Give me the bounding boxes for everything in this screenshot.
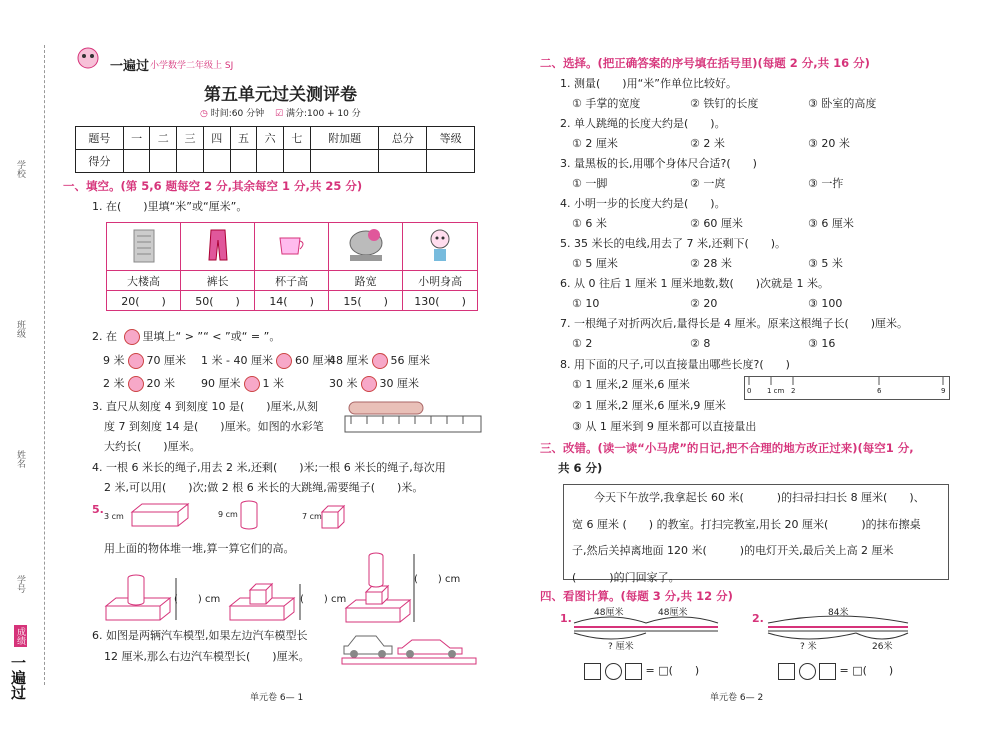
score-cell[interactable] <box>230 150 257 173</box>
cut-line <box>44 45 45 685</box>
compare-item <box>201 351 334 371</box>
p2-label-a: 84米 <box>828 608 849 618</box>
block-label-1: 3 cm <box>104 512 124 521</box>
score-cell[interactable] <box>177 150 204 173</box>
p2-diagram <box>766 605 916 655</box>
choice-option[interactable]: ② 铁钉的长度 <box>690 97 759 110</box>
time-info <box>200 106 264 119</box>
choice-option[interactable]: ① 5 厘米 <box>572 257 618 270</box>
section2-title <box>540 55 870 71</box>
operand-box[interactable] <box>778 663 795 680</box>
unit-item-name: 大楼高 <box>107 271 181 291</box>
compare-circle[interactable] <box>372 353 388 369</box>
score-cell[interactable] <box>379 150 427 173</box>
choice-option[interactable]: ① 2 <box>572 337 593 350</box>
choice-option[interactable]: ② 20 <box>690 297 718 310</box>
unit-item-blank[interactable]: 130( ) <box>403 291 478 311</box>
compare-item <box>201 374 284 394</box>
diary-line1: 今天下午放学,我拿起长 60 米( )的扫帚扫扫长 8 厘米( )、 <box>594 491 925 504</box>
score-header-cell: 四 <box>203 127 230 150</box>
header-subtitle: 小学数学二年级上 SJ <box>150 61 234 71</box>
score-row-label: 得分 <box>76 150 124 173</box>
choice-option[interactable]: ① 10 <box>572 297 600 310</box>
building-image <box>107 223 181 271</box>
q8-opt2: ② 1 厘米,2 厘米,6 厘米,9 厘米 <box>572 399 726 412</box>
score-cell[interactable] <box>150 150 177 173</box>
operand-box[interactable] <box>819 663 836 680</box>
unit-item-name: 路宽 <box>329 271 403 291</box>
stack1-answer: ( ) cm <box>174 594 221 605</box>
q2-prefix: 2. 在 <box>92 330 117 343</box>
clock-icon: ◷ <box>200 109 208 119</box>
unit-item-name: 裤长 <box>181 271 255 291</box>
choice-option[interactable]: ③ 一拃 <box>808 177 844 190</box>
compare-left: 9 米 <box>103 354 125 367</box>
score-cell[interactable] <box>284 150 311 173</box>
ruler-label-9: 9 <box>941 387 946 395</box>
compare-right: 20 米 <box>146 377 175 390</box>
ruler-label-1: 1 cm <box>767 387 785 395</box>
q8-text: 8. 用下面的尺子,可以直接量出哪些长度?( ) <box>560 358 790 371</box>
choice-options <box>572 214 980 234</box>
compare-circle-icon <box>124 329 140 345</box>
choice-option[interactable]: ② 2 米 <box>690 137 725 150</box>
p2-label-b: 26米 <box>872 642 893 652</box>
block-label-3: 7 cm <box>302 512 322 521</box>
header-brand: 一遍过 <box>110 59 150 74</box>
choice-question: 2. 单人跳绳的长度大约是( )。 <box>560 117 726 130</box>
choice-question: 4. 小明一步的长度大约是( )。 <box>560 197 726 210</box>
compare-left: 1 米 - 40 厘米 <box>201 354 273 367</box>
score-label: 成绩 <box>15 627 25 645</box>
p1-number: 1. <box>560 612 572 625</box>
ruler-label-0: 0 <box>747 387 752 395</box>
choice-question: 3. 量黑板的长,用哪个身体尺合适?( ) <box>560 157 757 170</box>
compare-right: 70 厘米 <box>146 354 186 367</box>
q1-text: 1. 在( )里填“米”或“厘米”。 <box>92 200 248 213</box>
score-header-cell: 六 <box>257 127 284 150</box>
choice-option[interactable]: ① 6 米 <box>572 217 607 230</box>
broken-ruler <box>744 376 950 400</box>
compare-left: 2 米 <box>103 377 125 390</box>
score-cell[interactable] <box>257 150 284 173</box>
q4-line1: 4. 一根 6 米长的绳子,用去 2 米,还剩( )米;一根 6 米长的绳子,每次用 <box>92 461 446 474</box>
choice-option[interactable]: ① 2 厘米 <box>572 137 618 150</box>
section3-title-text1: 三、改错。(读一读“小马虎”的日记,把不合理的地方改正过来)(每空1 分, <box>540 441 914 455</box>
time-text: 时间:60 分钟 <box>210 109 265 119</box>
binding-sidebar <box>0 0 56 735</box>
choice-option[interactable]: ① 一脚 <box>572 177 608 190</box>
compare-right: 1 米 <box>262 377 284 390</box>
q5-number: 5. <box>92 503 104 516</box>
score-header-cell: 等级 <box>427 127 475 150</box>
q5-instruction: 用上面的物体堆一堆,算一算它们的高。 <box>104 542 295 555</box>
choice-question: 1. 测量( )用“米”作单位比较好。 <box>560 77 737 90</box>
side-brand: 一遍过 <box>9 655 27 700</box>
operand-box[interactable] <box>625 663 642 680</box>
equation-result: = □( ) <box>839 664 894 677</box>
p1-question: ? 厘米 <box>608 642 634 652</box>
unit-item-blank[interactable]: 15( ) <box>329 291 403 311</box>
units-table <box>106 222 478 311</box>
stack2-answer: ( ) cm <box>300 594 347 605</box>
diary-line4: ( )的门回家了。 <box>572 570 680 584</box>
p2-number: 2. <box>752 612 764 625</box>
score-header-cell: 附加题 <box>310 127 379 150</box>
compare-circle[interactable] <box>361 376 377 392</box>
choice-option[interactable]: ③ 100 <box>808 297 843 310</box>
choice-option[interactable]: ② 一庹 <box>690 177 726 190</box>
cup-image <box>255 223 329 271</box>
q2-suffix: 里填上“ > ”“ < ”或“ = ”。 <box>142 330 281 343</box>
q2-text <box>92 327 280 347</box>
score-cell[interactable] <box>203 150 230 173</box>
section4-title-text: 四、看图计算。(每题 3 分,共 12 分) <box>540 589 733 603</box>
p1-equation[interactable] <box>584 662 699 680</box>
score-header-cell: 二 <box>150 127 177 150</box>
page-title: 第五单元过关测评卷 <box>204 85 357 105</box>
diary-line2: 宽 6 厘米 ( ) 的教室。打扫完教室,用长 20 厘米( )的抹布擦桌 <box>572 517 921 531</box>
school-label: 学校 <box>15 160 25 178</box>
q4-line2: 2 米,可以用( )次;做 2 根 6 米长的大跳绳,需要绳子( )米。 <box>104 481 424 494</box>
stacked-blocks-images <box>104 560 474 624</box>
score-cell[interactable] <box>310 150 379 173</box>
q3-line2: 度 7 到刻度 14 是( )厘米。如图的水彩笔 <box>104 420 324 433</box>
q8-opt3: ③ 从 1 厘米到 9 厘米都可以直接量出 <box>572 420 757 433</box>
p2-equation[interactable] <box>778 662 893 680</box>
compare-right: 60 厘米 <box>294 354 335 367</box>
equation-result: = □( ) <box>645 664 700 677</box>
p2-question: ? 米 <box>800 642 817 652</box>
compare-item <box>103 351 186 371</box>
choice-option[interactable]: ② 28 米 <box>690 257 732 270</box>
unit-item-blank[interactable]: 14( ) <box>255 291 329 311</box>
footer-left: 单元卷 6— 1 <box>250 693 304 703</box>
compare-left: 90 厘米 <box>201 377 241 390</box>
pen-ruler-image <box>343 400 483 439</box>
score-header-cell: 三 <box>177 127 204 150</box>
score-header-cell: 七 <box>284 127 311 150</box>
unit-item-name: 杯子高 <box>255 271 329 291</box>
id-label: 学号 <box>15 575 25 593</box>
operand-box[interactable] <box>584 663 601 680</box>
score-header-cell: 题号 <box>76 127 124 150</box>
choice-options <box>572 174 980 194</box>
q8-opt1: ① 1 厘米,2 厘米,6 厘米 <box>572 378 690 391</box>
compare-left: 48 厘米 <box>329 354 369 367</box>
footer-right: 单元卷 6— 2 <box>710 693 764 703</box>
choice-options <box>572 254 980 274</box>
boy-image <box>403 223 478 271</box>
cartoon-logo <box>68 44 108 74</box>
p1-label-a: 48厘米 <box>594 608 624 618</box>
block-label-2: 9 cm <box>218 510 238 519</box>
q3-line1: 3. 直尺从刻度 4 到刻度 10 是( )厘米,从刻 <box>92 400 319 413</box>
compare-item <box>329 374 419 394</box>
score-cell[interactable] <box>123 150 150 173</box>
diary-box <box>563 484 949 584</box>
choice-option[interactable]: ② 60 厘米 <box>690 217 743 230</box>
section1-title-text: 一、填空。(第 5,6 题每空 2 分,其余每空 1 分,共 25 分) <box>63 179 363 193</box>
score-header-cell: 五 <box>230 127 257 150</box>
score-header-cell: 总分 <box>379 127 427 150</box>
car-models-image <box>340 626 480 669</box>
diary-line3: 子,然后关掉离地面 120 米( )的电灯开关,最后关上高 2 厘米 <box>572 544 894 557</box>
compare-item <box>103 374 175 394</box>
section2-title-text: 二、选择。(把正确答案的序号填在括号里)(每题 2 分,共 16 分) <box>540 56 870 70</box>
compare-circle[interactable] <box>128 353 144 369</box>
compare-circle[interactable] <box>128 376 144 392</box>
section2-questions <box>560 74 980 354</box>
full-score-info <box>275 106 361 119</box>
name-label: 姓名 <box>15 450 25 468</box>
choice-option[interactable]: ③ 卧室的高度 <box>808 97 877 110</box>
choice-options <box>572 94 980 114</box>
compare-left: 30 米 <box>329 377 358 390</box>
operator-circle[interactable] <box>605 663 622 680</box>
section3-title-line1 <box>540 440 914 456</box>
unit-item-name: 小明身高 <box>403 271 478 291</box>
choice-option[interactable]: ③ 16 <box>808 337 836 350</box>
choice-question: 5. 35 米长的电线,用去了 7 米,还剩下( )。 <box>560 237 787 250</box>
section3-title-line2: 共 6 分) <box>558 461 603 475</box>
full-text: 满分:100 + 10 分 <box>285 109 361 119</box>
score-header-cell: 一 <box>123 127 150 150</box>
compare-right: 30 厘米 <box>379 377 419 390</box>
choice-option[interactable]: ② 8 <box>690 337 711 350</box>
unit-item-blank[interactable]: 50( ) <box>181 291 255 311</box>
q3-line3: 大约长( )厘米。 <box>104 440 201 453</box>
q5-blocks <box>104 500 484 530</box>
class-label: 班级 <box>15 320 25 338</box>
choice-option[interactable]: ③ 6 厘米 <box>808 217 854 230</box>
choice-options <box>572 334 980 354</box>
stack3-answer: ( ) cm <box>414 574 461 585</box>
compare-circle[interactable] <box>244 376 260 392</box>
section4-title <box>540 588 733 604</box>
check-icon: ☑ <box>275 109 284 119</box>
choice-options <box>572 294 980 314</box>
choice-option[interactable]: ③ 20 米 <box>808 137 850 150</box>
unit-item-blank[interactable]: 20( ) <box>107 291 181 311</box>
score-table <box>75 126 475 173</box>
ruler-label-6: 6 <box>877 387 882 395</box>
choice-question: 7. 一根绳子对折两次后,量得长是 4 厘米。原来这根绳子长( )厘米。 <box>560 317 909 330</box>
operator-circle[interactable] <box>799 663 816 680</box>
pants-image <box>181 223 255 271</box>
choice-option[interactable]: ① 手掌的宽度 <box>572 97 641 110</box>
ruler-label-2: 2 <box>791 387 796 395</box>
p1-diagram <box>572 605 722 655</box>
compare-right: 56 厘米 <box>390 354 430 367</box>
road-image <box>329 223 403 271</box>
compare-item <box>329 351 430 371</box>
q6-line1: 6. 如图是两辆汽车模型,如果左边汽车模型长 <box>92 629 308 642</box>
score-cell[interactable] <box>427 150 475 173</box>
q6-line2: 12 厘米,那么右边汽车模型长( )厘米。 <box>104 650 310 663</box>
section1-title <box>63 178 362 194</box>
compare-circle[interactable] <box>276 353 292 369</box>
choice-options <box>572 134 980 154</box>
p1-label-b: 48厘米 <box>658 608 688 618</box>
choice-option[interactable]: ③ 5 米 <box>808 257 843 270</box>
choice-question: 6. 从 0 往后 1 厘米 1 厘米地数,数( )次就是 1 米。 <box>560 277 830 290</box>
